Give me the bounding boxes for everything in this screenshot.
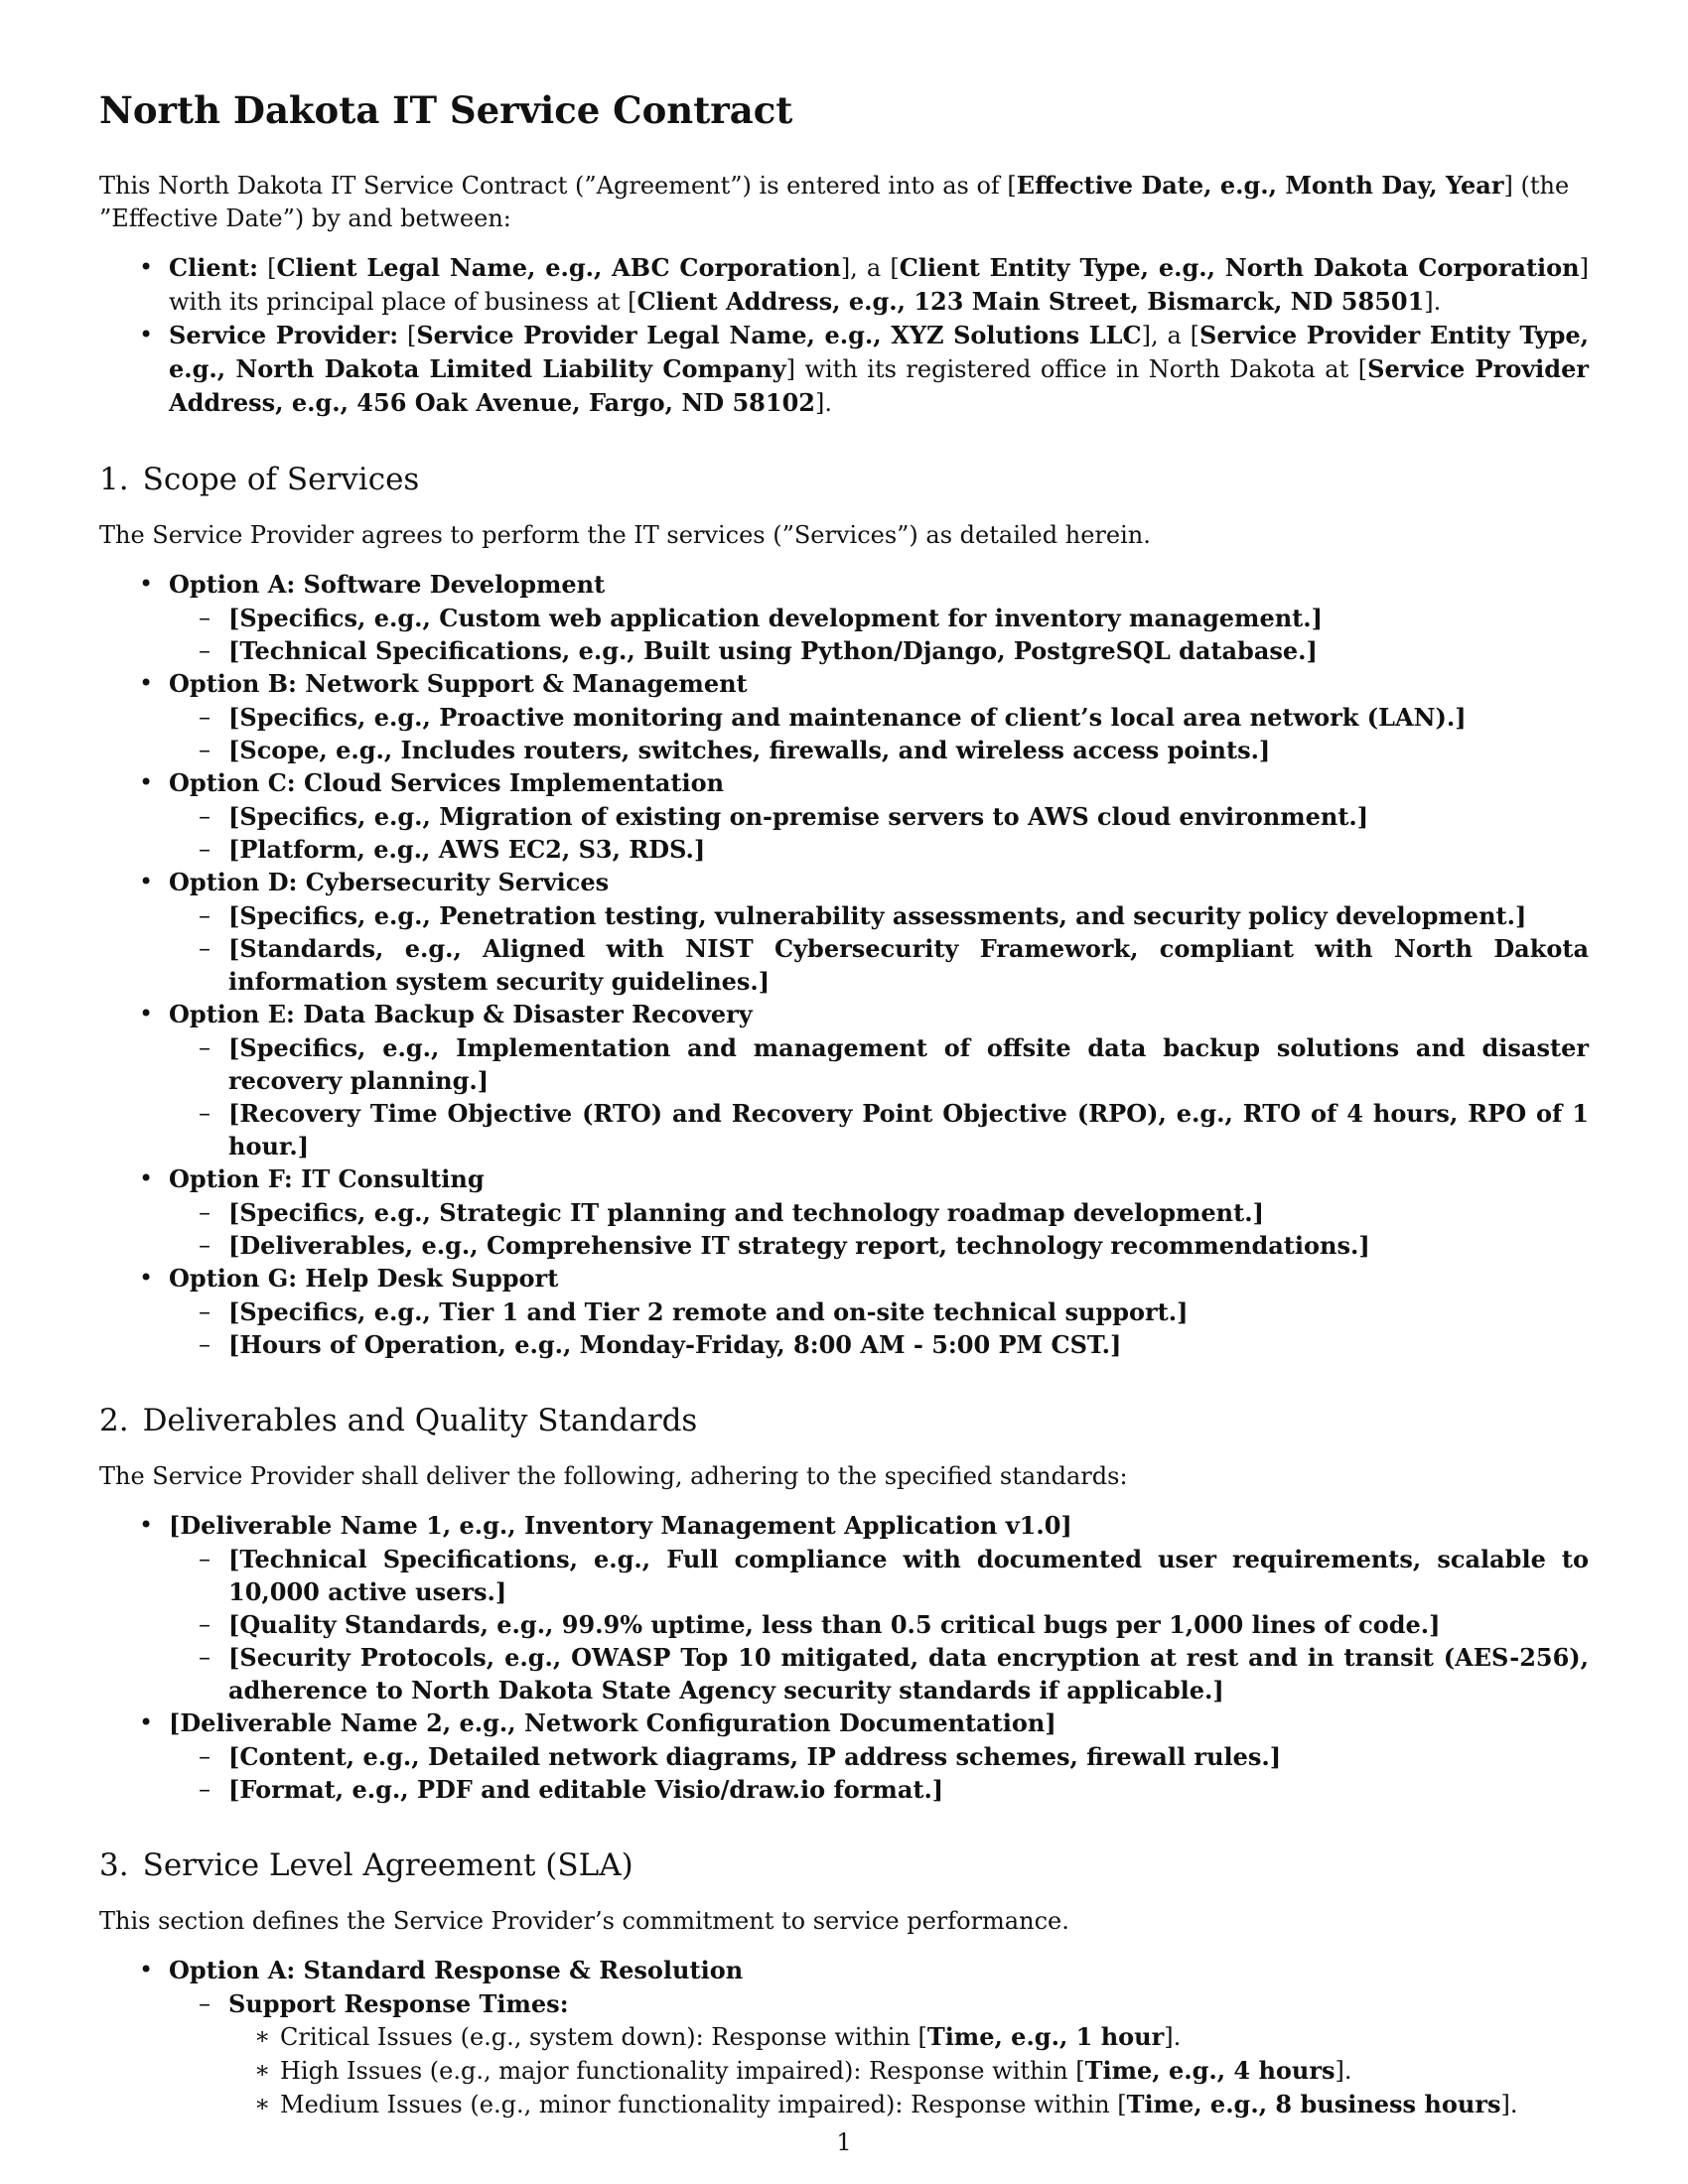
- list-item: • Option B: Network Support & Management – [Specifics, e.g., Proactive monitoring and maintenance of client’s local area network (LAN).] – [Scope, e.g., Includes routers, switches, firewalls, and wireless access points.]: [99, 667, 1589, 766]
- sla-options-list: [99, 1954, 1589, 2121]
- list-item: ∗ Medium Issues (e.g., minor functionality impaired): Response within [Time, e.g., 8 business hours].: [254, 2090, 1518, 2118]
- list-item: – [Hours of Operation, e.g., Monday-Friday, 8:00 AM - 5:00 PM CST.]: [199, 1330, 1122, 1359]
- intro-paragraph: This North Dakota IT Service Contract (”Agreement”) is entered into as of [Effective Date, e.g., Month Day, Year] (the ”Effective Date”) by and between:: [99, 171, 1570, 232]
- scope-options-list: [99, 568, 1589, 1361]
- section-heading-sla: 3. Service Level Agreement (SLA): [99, 1847, 633, 1883]
- parties-list: [99, 251, 1589, 420]
- page-number: 1: [836, 2128, 852, 2156]
- sla-intro: This section defines the Service Provider’s commitment to service performance.: [99, 1907, 1069, 1935]
- bullet-icon: •: [139, 669, 154, 697]
- contract-page: [99, 87, 1589, 2121]
- list-item: – [Specifics, e.g., Penetration testing, vulnerability assessments, and security policy development.]: [199, 901, 1527, 930]
- list-item: ∗ Critical Issues (e.g., system down): Response within [Time, e.g., 1 hour].: [254, 2022, 1182, 2051]
- list-item: • Option F: IT Consulting – [Specifics, e.g., Strategic IT planning and technology roadmap development.] – [Deliverables, e.g., Comprehensive IT strategy report, technology recommendations.]: [99, 1162, 1589, 1262]
- list-item: – [Content, e.g., Detailed network diagrams, IP address schemes, firewall rules.]: [199, 1742, 1282, 1771]
- list-item: – [Specifics, e.g., Implementation and management of offsite data backup solutions and disaster recovery planning.]: [199, 1033, 1589, 1095]
- asterisk-icon: ∗: [254, 2022, 271, 2050]
- asterisk-icon: ∗: [254, 2090, 271, 2117]
- bullet-icon: •: [139, 1708, 154, 1736]
- bullet-icon: •: [139, 1511, 154, 1539]
- list-item: – [Specifics, e.g., Migration of existing on-premise servers to AWS cloud environment.]: [199, 802, 1369, 831]
- list-item: • Option D: Cybersecurity Services – [Specifics, e.g., Penetration testing, vulnerability assessments, and security policy development.] – [Standards, e.g., Aligned with NIST Cybersecurity Framework, compliant with North Dakota information system security guidelines.]: [139, 868, 1589, 996]
- bullet-icon: •: [139, 570, 154, 598]
- bullet-icon: •: [139, 768, 154, 796]
- list-item: • Option G: Help Desk Support – [Specifics, e.g., Tier 1 and Tier 2 remote and on-site technical support.] – [Hours of Operation, e.g., Monday-Friday, 8:00 AM - 5:00 PM CST.]: [99, 1262, 1589, 1361]
- party-provider: • Service Provider: [Service Provider Legal Name, e.g., XYZ Solutions LLC], a [Service Provider Entity Type, e.g., North Dakota Limited Liability Company] with its registered office in North Dakota at [Service Provider Address, e.g., 456 Oak Avenue, Fargo, ND 58102].: [139, 321, 1589, 417]
- effective-date-placeholder: Effective Date, e.g., Month Day, Year: [1016, 171, 1504, 200]
- bullet-icon: •: [139, 321, 154, 348]
- list-item: – [Deliverables, e.g., Comprehensive IT strategy report, technology recommendations.]: [199, 1231, 1370, 1260]
- list-item: • [Deliverable Name 2, e.g., Network Configuration Documentation] – [Content, e.g., Detailed network diagrams, IP address schemes, firewall rules.] – [Format, e.g., PDF and editable Visio/draw.io format.]: [99, 1706, 1589, 1806]
- bullet-icon: •: [139, 1164, 154, 1192]
- list-item: – [Technical Specifications, e.g., Built using Python/Django, PostgreSQL database.]: [199, 636, 1318, 665]
- document-title: North Dakota IT Service Contract: [99, 88, 793, 132]
- list-item: – [Specifics, e.g., Proactive monitoring and maintenance of client’s local area network (LAN).]: [199, 703, 1467, 732]
- list-item: • Option C: Cloud Services Implementation – [Specifics, e.g., Migration of existing on-premise servers to AWS cloud environment.] – [Platform, e.g., AWS EC2, S3, RDS.]: [99, 766, 1589, 866]
- list-item: – [Specifics, e.g., Strategic IT planning and technology roadmap development.]: [199, 1198, 1264, 1227]
- list-item: ∗ High Issues (e.g., major functionality impaired): Response within [Time, e.g., 4 hours].: [254, 2056, 1352, 2085]
- bullet-icon: •: [139, 868, 154, 895]
- bullet-icon: •: [139, 1000, 154, 1027]
- list-item: • [Deliverable Name 1, e.g., Inventory Management Application v1.0] – [Technical Specifications, e.g., Full compliance with documented user requirements, scalable to 10,000 active users.] – [Quality Standards, e.g., 99.9% uptime, less than 0.5 critical bugs per 1,000 lines of code.] – [Security Protocols, e.g., OWASP Top 10 mitigated, data encryption at rest and in transit (AES-256), adherence to North Dakota State Agency security standards if applicable.]: [139, 1511, 1589, 1705]
- list-item: – [Format, e.g., PDF and editable Visio/draw.io format.]: [199, 1775, 944, 1804]
- section-heading-deliverables: 2. Deliverables and Quality Standards: [99, 1403, 698, 1438]
- deliverables-list: [99, 1509, 1589, 1806]
- list-item: – [Scope, e.g., Includes routers, switches, firewalls, and wireless access points.]: [199, 736, 1271, 764]
- bullet-icon: •: [139, 253, 154, 281]
- list-item: – Support Response Times: ∗ Critical Issues (e.g., system down): Response within [Time, e.g., 1 hour]. ∗ High Issues (e.g., major functionality impaired): Response within [Time, e.g., 4 hours]. ∗ Medium Issues (e.g., minor functionality impaired): Response within [Time, e.g., 8 business hours].: [169, 1987, 1589, 2121]
- scope-intro: The Service Provider agrees to perform the IT services (”Services”) as detailed herein.: [99, 521, 1151, 549]
- list-item: • Option A: Software Development – [Specifics, e.g., Custom web application development for inventory management.] – [Technical Specifications, e.g., Built using Python/Django, PostgreSQL database.]: [99, 568, 1589, 667]
- list-item: • Option A: Standard Response & Resolution – Support Response Times: ∗ Critical Issues (e.g., system down): Response within [Time, e.g., 1 hour]. ∗ High Issues (e.g., major functionality impaired): Response within [Time, e.g., 4 hours]. ∗ Medium Issues (e.g., minor functionality impaired): Response within [Time, e.g., 8 business hours].: [99, 1954, 1589, 2121]
- list-item: – [Platform, e.g., AWS EC2, S3, RDS.]: [199, 835, 706, 864]
- party-client: • Client: [Client Legal Name, e.g., ABC Corporation], a [Client Entity Type, e.g., North Dakota Corporation] with its principal place of business at [Client Address, e.g., 123 Main Street, Bismarck, ND 58501].: [139, 253, 1589, 316]
- list-item: – [Recovery Time Objective (RTO) and Recovery Point Objective (RPO), e.g., RTO of 4 hours, RPO of 1 hour.]: [199, 1099, 1589, 1160]
- section-heading-scope: 1. Scope of Services: [99, 462, 420, 497]
- list-item: – [Technical Specifications, e.g., Full compliance with documented user requirements, scalable to 10,000 active users.]: [199, 1545, 1589, 1606]
- asterisk-icon: ∗: [254, 2056, 271, 2084]
- list-item: – [Specifics, e.g., Tier 1 and Tier 2 remote and on-site technical support.]: [199, 1297, 1189, 1326]
- bullet-icon: •: [139, 1956, 154, 1983]
- list-item: – [Quality Standards, e.g., 99.9% uptime, less than 0.5 critical bugs per 1,000 lines of code.]: [199, 1610, 1441, 1639]
- list-item: • Option E: Data Backup & Disaster Recovery – [Specifics, e.g., Implementation and management of offsite data backup solutions and disaster recovery planning.] – [Recovery Time Objective (RTO) and Recovery Point Objective (RPO), e.g., RTO of 4 hours, RPO of 1 hour.]: [139, 1000, 1589, 1160]
- deliverables-intro: The Service Provider shall deliver the following, adhering to the specified standards:: [99, 1462, 1128, 1490]
- list-item: – [Standards, e.g., Aligned with NIST Cybersecurity Framework, compliant with North Dakota information system security guidelines.]: [199, 934, 1589, 996]
- list-item: – [Security Protocols, e.g., OWASP Top 10 mitigated, data encryption at rest and in transit (AES-256), adherence to North Dakota State Agency security standards if applicable.]: [199, 1643, 1589, 1705]
- bullet-icon: •: [139, 1264, 154, 1292]
- list-item: – [Specifics, e.g., Custom web application development for inventory management.]: [199, 604, 1323, 632]
